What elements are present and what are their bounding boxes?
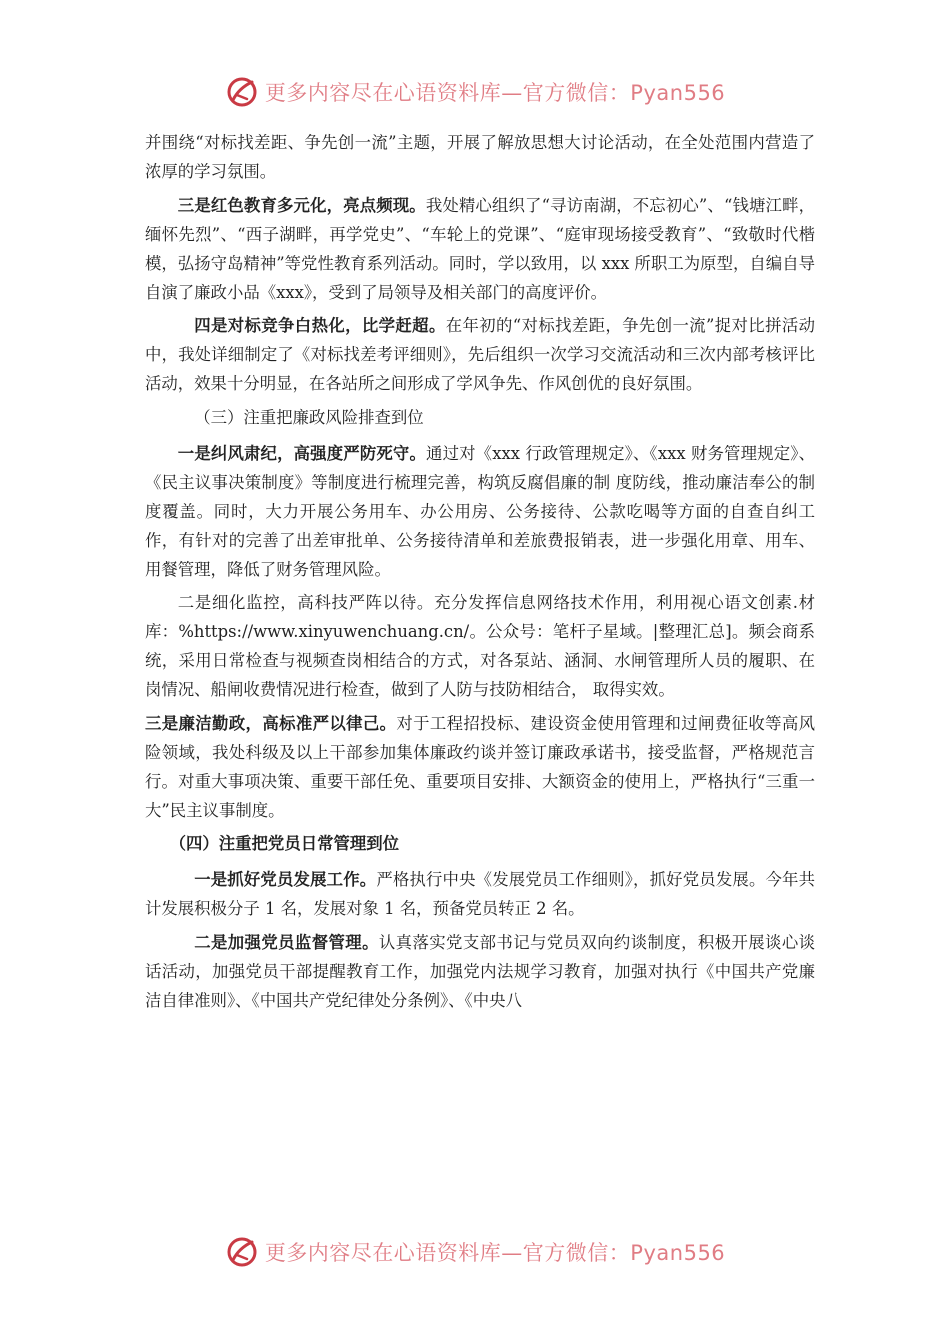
footer-watermark-banner <box>0 1232 950 1272</box>
paragraph-lead: 三是廉洁勤政，高标准严以律己。 <box>145 713 397 733</box>
logo-icon <box>225 1234 261 1270</box>
paragraph: 三是红色教育多元化，亮点频现。我处精心组织了“寻访南湖，不忘初心”、“钱塘江畔，缅怀先烈”、“西子湖畔，再学党史”、“车轮上的党课”、“庭审现场接受教育”、“致敬时代楷模，弘扬守岛精神”等党性教育系列活动。同时，学以致用，以 xxx 所职工为原型，自编自导自演了廉政小品《xxx》，受到了局领导及相关部门的高度评价。 <box>145 195 816 302</box>
paragraph: 三是廉洁勤政，高标准严以律己。对于工程招投标、建设资金使用管理和过闸费征收等高风险领域，我处科级及以上干部参加集体廉政约谈并签订廉政承诺书，接受监督，严格规范言行。对重大事项决策、重要干部任免、重要项目安排、大额资金的使用上，严格执行“三重一大”民主议事制度。 <box>145 713 816 820</box>
watermark-text: 更多内容尽在心语资料库—官方微信：Pyan556 <box>264 81 726 105</box>
logo-icon <box>225 74 261 110</box>
paragraph-lead: 一是纠风肃纪，高强度严防死守。 <box>177 443 427 463</box>
watermark-text: 更多内容尽在心语资料库—官方微信：Pyan556 <box>264 1241 726 1265</box>
paragraph-lead: 一是抓好党员发展工作。 <box>194 870 377 889</box>
header-watermark-banner <box>0 72 950 112</box>
section-heading: （三）注重把廉政风险排查到位 <box>194 407 424 427</box>
paragraph-lead: 三是红色教育多元化，亮点频现。 <box>177 195 426 215</box>
paragraph: 一是抓好党员发展工作。严格执行中央《发展党员工作细则》，抓好党员发展。今年共计发展积极分子 1 名，发展对象 1 名，预备党员转正 2 名。 <box>145 870 815 918</box>
paragraph: 二是细化监控，高科技严阵以待。充分发挥信息网络技术作用，利用视心语文创素.材库：%https://www.xinyuwenchuang.cn/。公众号：笔杆子星域。|整理汇总]。频会商系统，采用日常检查与视频查岗相结合的方式，对各泵站、涵洞、水闸管理所人员的履职、在岗情况、船闸收费情况进行检查，做到了人防与技防相结合， 取得实效。 <box>145 593 815 699</box>
paragraph-lead: 四是对标竞争白热化，比学赶超。 <box>194 316 446 335</box>
paragraph: 二是加强党员监督管理。认真落实党支部书记与党员双向约谈制度，积极开展谈心谈话活动，加强党员干部提醒教育工作，加强党内法规学习教育，加强对执行《中国共产党廉洁自律准则》、《中国共产党纪律处分条例》、《中央八 <box>145 932 816 1010</box>
paragraph: 并围绕“对标找差距、争先创一流”主题，开展了解放思想大讨论活动，在全处范围内营造了浓厚的学习氛围。 <box>145 133 815 181</box>
paragraph: 四是对标竞争白热化，比学赶超。在年初的“对标找差距，争先创一流”捉对比拼活动中，我处详细制定了《对标找差考评细则》，先后组织一次学习交流活动和三次内部考核评比活动，效果十分明显，在各站所之间形成了学风争先、作风创优的良好氛围。 <box>145 316 815 393</box>
section-heading: （四）注重把党员日常管理到位 <box>169 834 400 853</box>
paragraph: 一是纠风肃纪，高强度严防死守。通过对《xxx 行政管理规定》、《xxx 财务管理规定》、《民主议事决策制度》等制度进行梳理完善，构筑反腐倡廉的制 度防线，推动廉洁奉公的制度覆盖。同时，大力开展公务用车、办公用房、公务接待、公款吃喝等方面的自查自纠工作，有针对的完善了出差审批单、公务接待清单和差旅费报销表，进一步强化用章、用车、用餐管理，降低了财务管理风险。 <box>145 443 815 579</box>
paragraph-lead: 二是加强党员监督管理。 <box>194 932 379 952</box>
document-body <box>145 128 815 1019</box>
